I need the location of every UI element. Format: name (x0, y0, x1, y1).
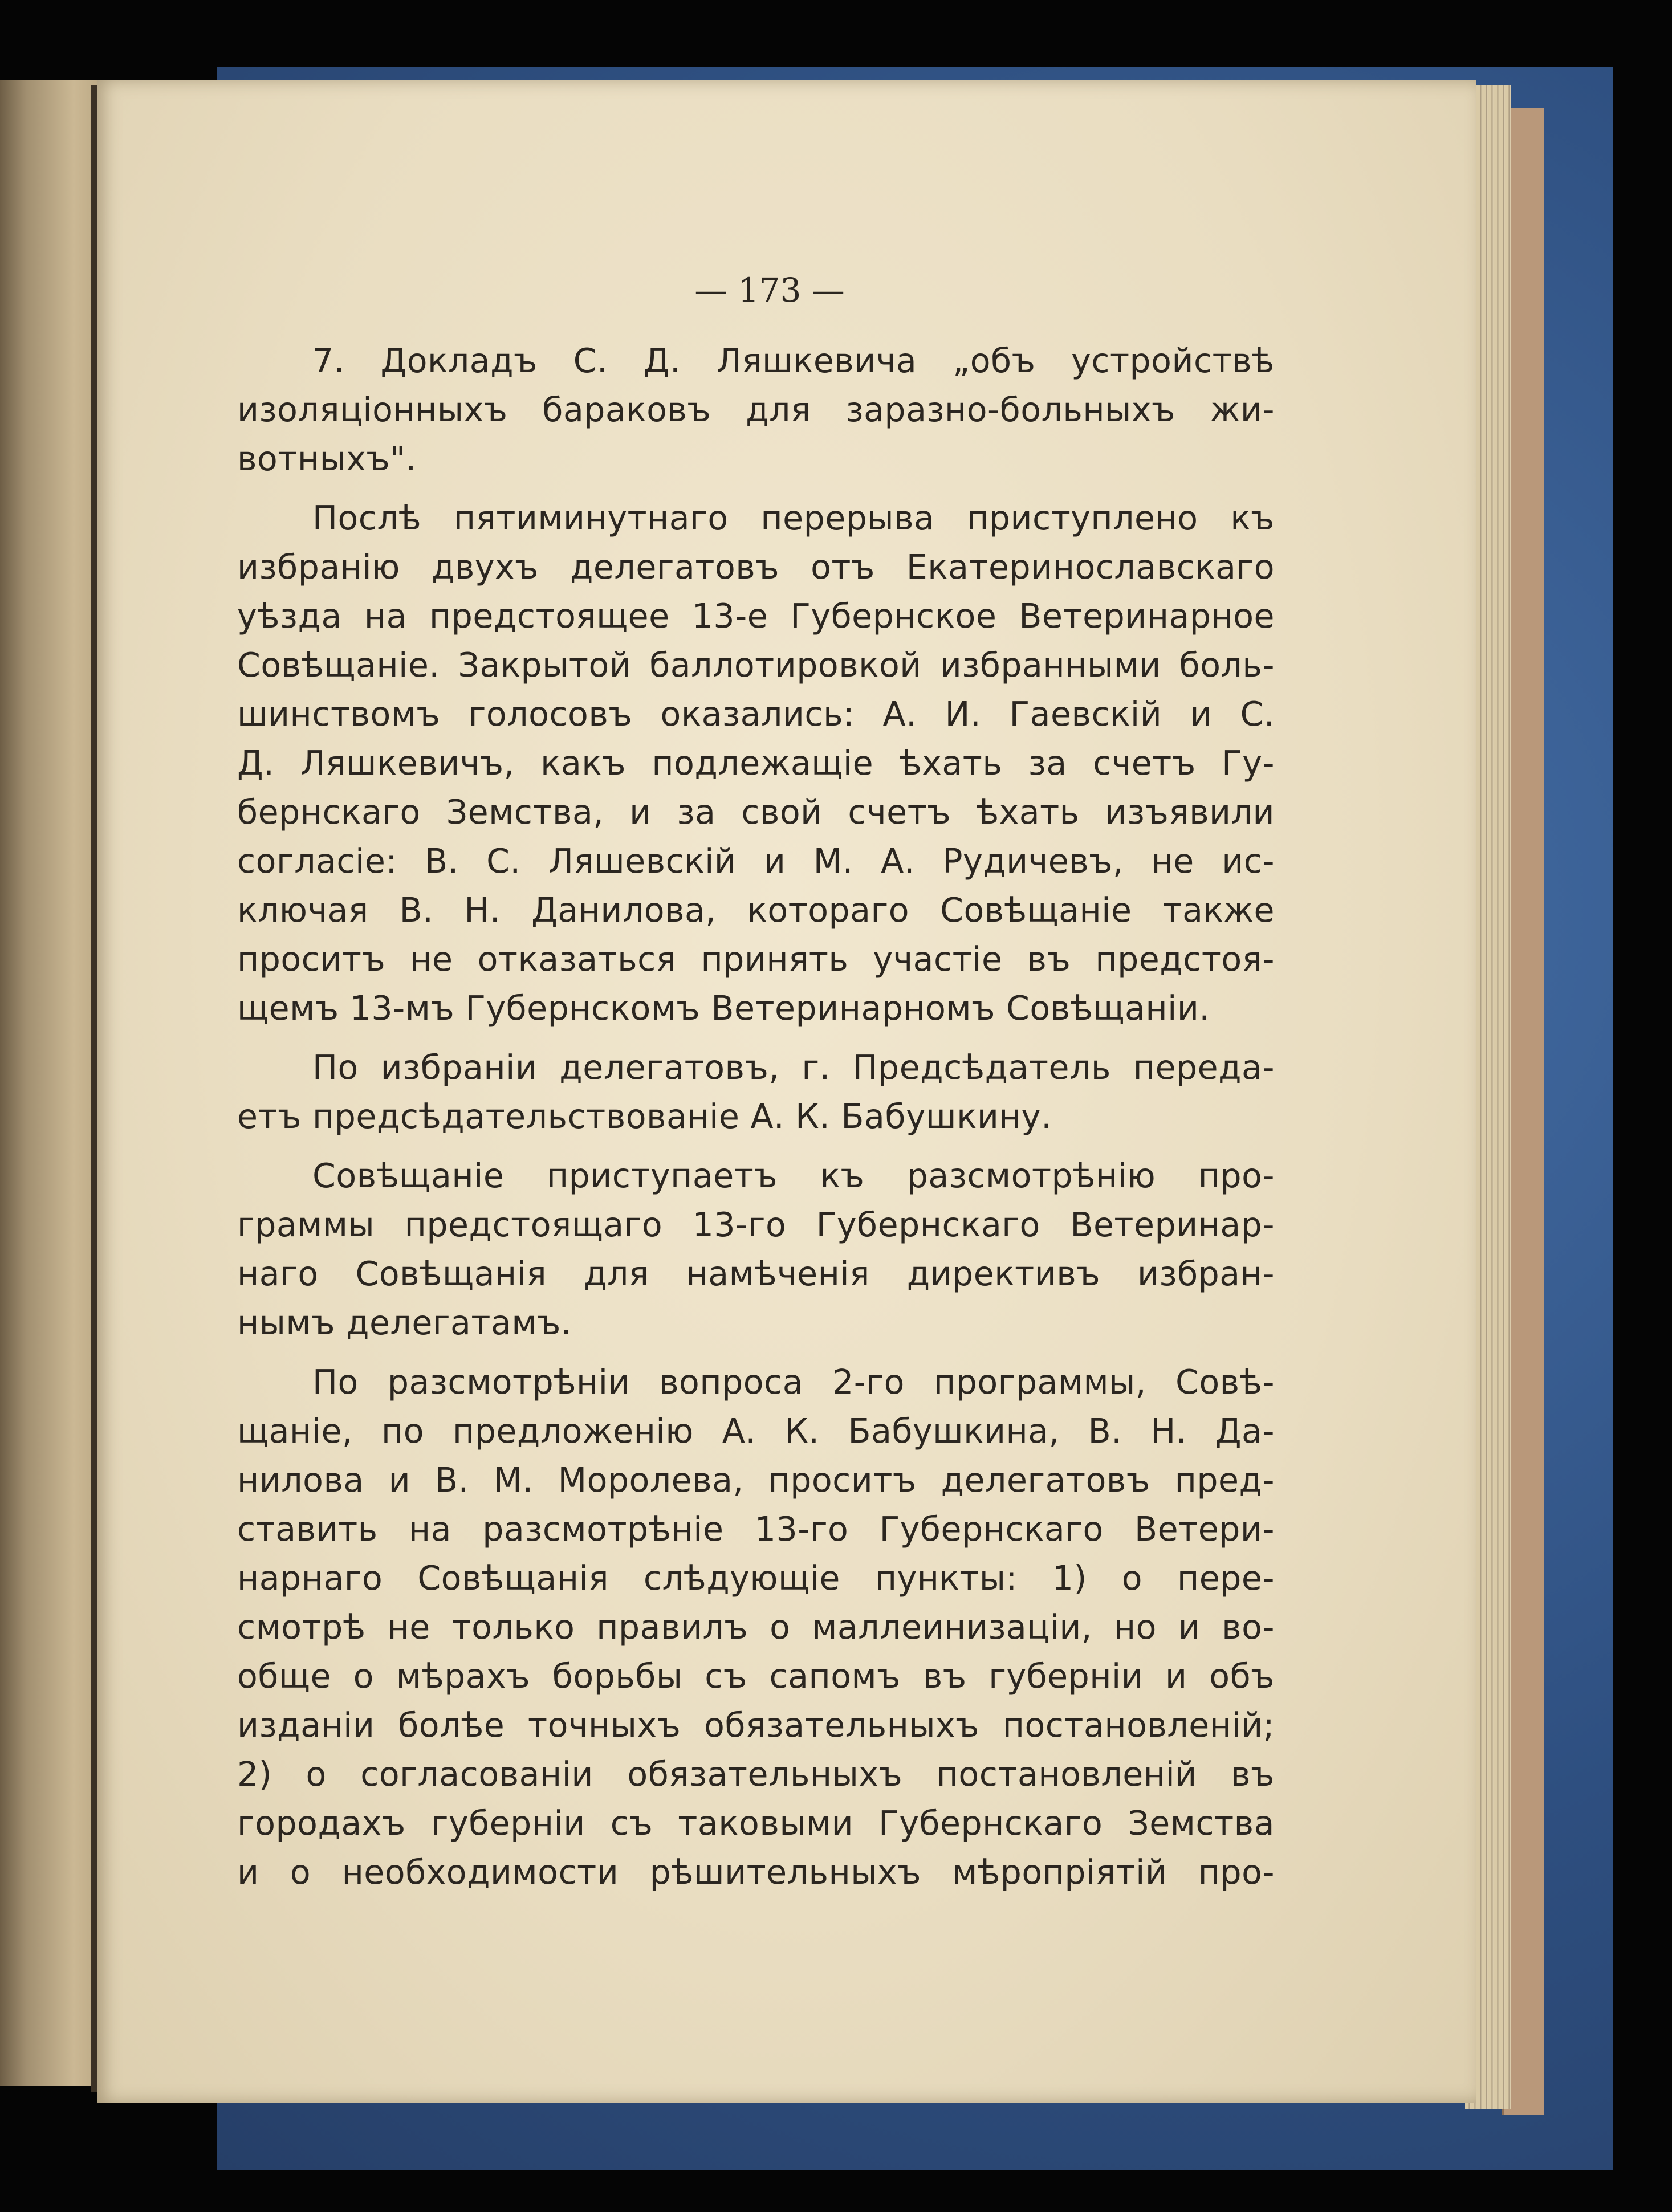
book-page (97, 80, 1476, 2103)
text-line: городахъ губерніи съ таковыми Губернскаго Земства (237, 1804, 1275, 1843)
text-line: уѣзда на предстоящее 13-е Губернское Ветеринарное (237, 597, 1275, 636)
text-line: изданіи болѣе точныхъ обязательныхъ постановленій; (237, 1706, 1275, 1745)
text-line: нымъ делегатамъ. (237, 1303, 572, 1342)
text-line: проситъ не отказаться принять участіе въ предстоя- (237, 940, 1275, 979)
text-line: изоляціонныхъ бараковъ для заразно-больныхъ жи- (237, 390, 1275, 429)
text-line: нарнаго Совѣщанія слѣдующіе пункты: 1) о пере- (237, 1559, 1275, 1598)
text-line: щаніе, по предложенію А. К. Бабушкина, В. Н. Да- (237, 1412, 1275, 1451)
text-line: По разсмотрѣніи вопроса 2-го программы, Совѣ- (312, 1363, 1275, 1402)
text-line: Д. Ляшкевичъ, какъ подлежащіе ѣхать за счетъ Гу- (237, 744, 1275, 783)
page-body (237, 336, 1275, 1897)
text-line: щемъ 13-мъ Губернскомъ Ветеринарномъ Совѣщаніи. (237, 989, 1210, 1028)
text-line: Совѣщаніе. Закрытой баллотировкой избранными боль- (237, 646, 1275, 685)
text-line: 2) о согласованіи обязательныхъ постановленій въ (237, 1755, 1275, 1794)
text-line: и о необходимости рѣшительныхъ мѣропріятій про- (237, 1853, 1275, 1892)
text-line: Послѣ пятиминутнаго перерыва приступлено къ (312, 499, 1275, 537)
text-line: граммы предстоящаго 13-го Губернскаго Ветеринар- (237, 1205, 1275, 1244)
text-line: По избраніи делегатовъ, г. Предсѣдатель переда- (312, 1048, 1275, 1087)
text-line: 7. Докладъ С. Д. Ляшкевича „объ устройствѣ (312, 341, 1275, 380)
paragraph (237, 494, 1275, 1033)
text-line: ключая В. Н. Данилова, котораго Совѣщаніе также (237, 891, 1275, 930)
text-line: бернскаго Земства, и за свой счетъ ѣхать изъявили (237, 793, 1275, 832)
text-line: наго Совѣщанія для намѣченія директивъ избран- (237, 1254, 1275, 1293)
text-line: обще о мѣрахъ борьбы съ сапомъ въ губерніи и объ (237, 1657, 1275, 1696)
paragraph (237, 336, 1275, 483)
paragraph (237, 1043, 1275, 1141)
text-line: шинствомъ голосовъ оказались: А. И. Гаевскій и С. (237, 695, 1275, 734)
page-number: — 173 — (694, 271, 845, 309)
paragraph (237, 1358, 1275, 1897)
left-page-edge (0, 80, 105, 2086)
text-line: вотныхъ". (237, 439, 417, 478)
paragraph (237, 1151, 1275, 1347)
text-line: смотрѣ не только правилъ о маллеинизаціи, но и во- (237, 1608, 1275, 1647)
text-line: ставить на разсмотрѣніе 13-го Губернскаго Ветери- (237, 1510, 1275, 1549)
text-line: етъ предсѣдательствованіе А. К. Бабушкину. (237, 1097, 1052, 1136)
text-line: нилова и В. М. Моролева, проситъ делегатовъ пред- (237, 1461, 1275, 1500)
text-line: избранію двухъ делегатовъ отъ Екатеринославскаго (237, 548, 1275, 586)
text-line: Совѣщаніе приступаетъ къ разсмотрѣнію про- (312, 1156, 1275, 1195)
text-line: согласіе: В. С. Ляшевскій и М. А. Рудичевъ, не ис- (237, 842, 1275, 881)
